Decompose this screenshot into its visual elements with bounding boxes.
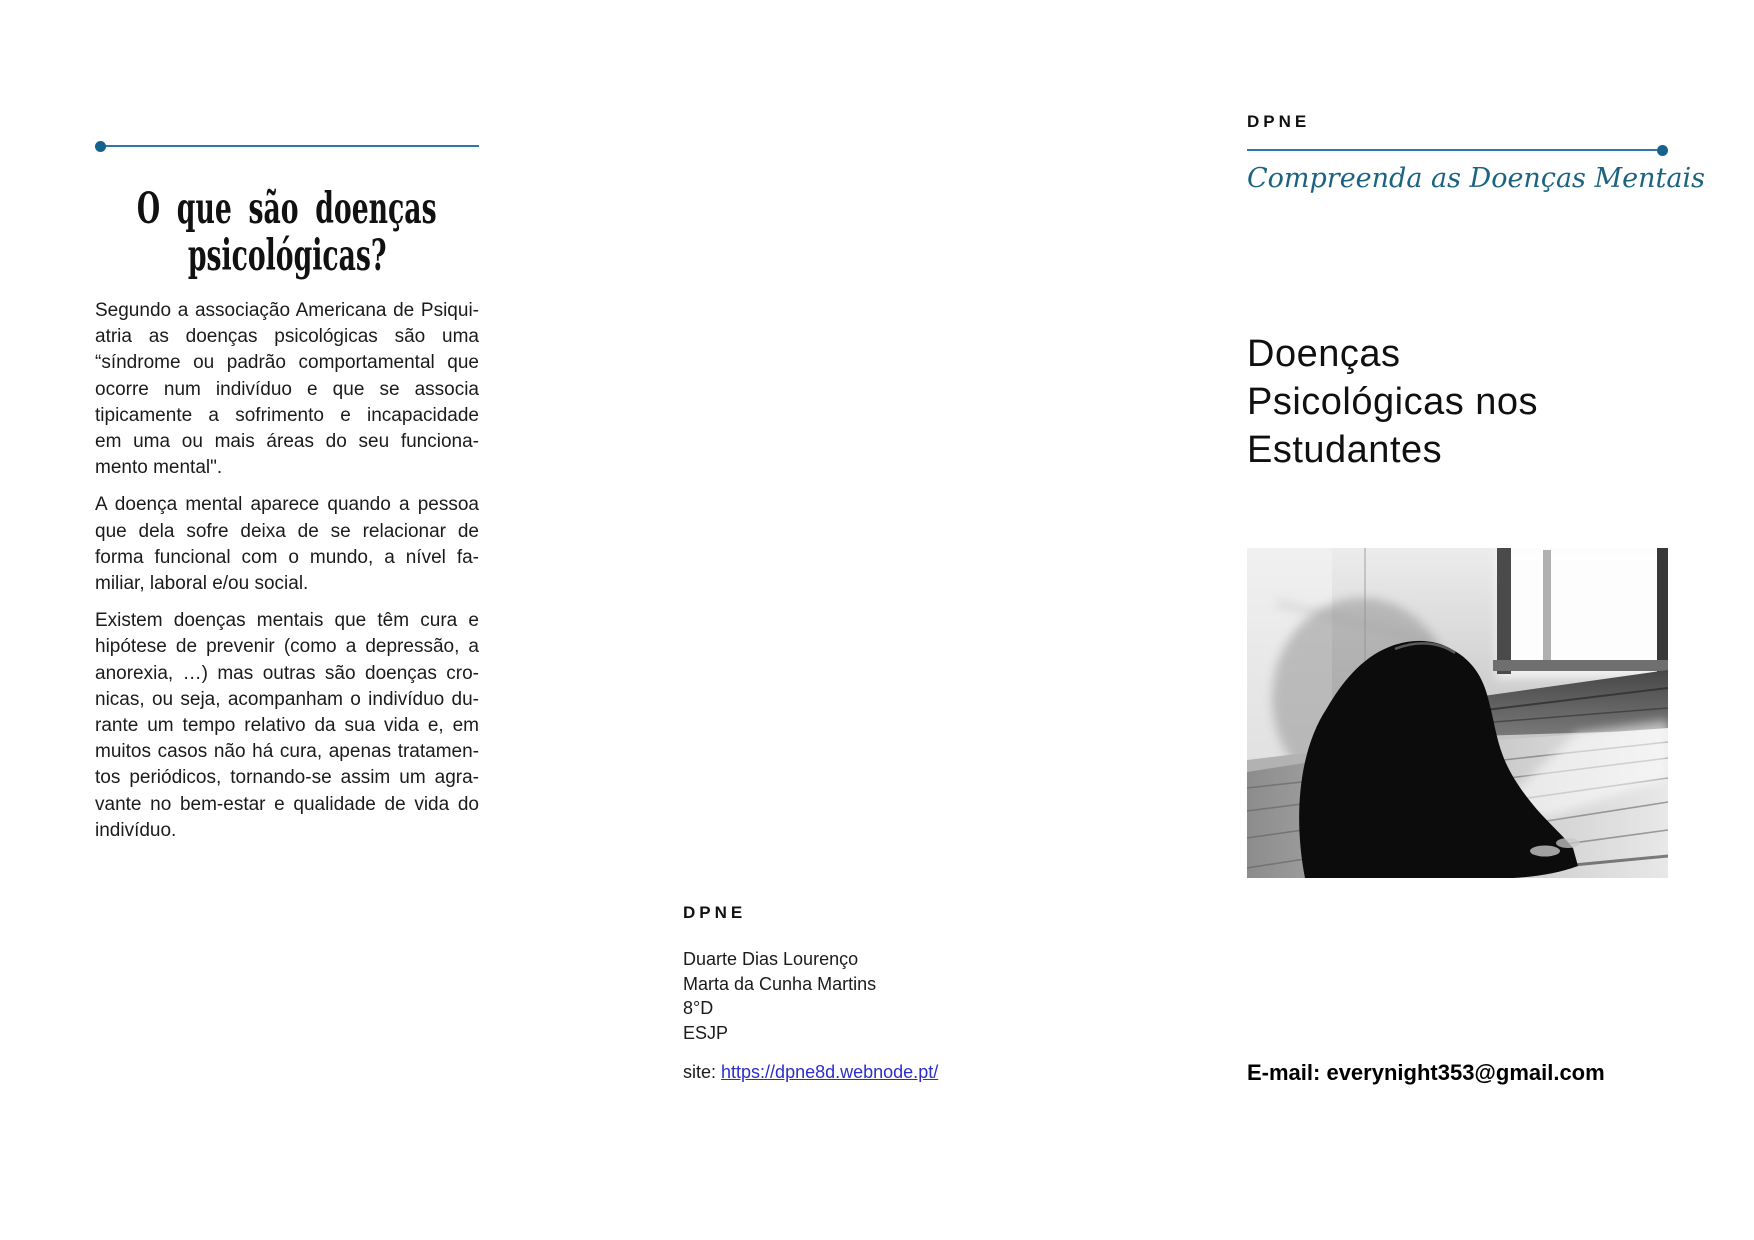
cover-title-line: Estudantes bbox=[1247, 429, 1443, 471]
cover-title bbox=[1247, 330, 1538, 474]
paragraph-line: Existem doenças mentais que têm cura e bbox=[95, 610, 479, 632]
cover-panel bbox=[1247, 112, 1705, 1085]
sad-child-photo bbox=[1247, 548, 1668, 878]
credit-line: ESJP bbox=[683, 1022, 729, 1043]
cover-title-line: Doenças bbox=[1247, 333, 1401, 375]
paragraph-line: hipótese de prevenir (como a depressão, a bbox=[95, 636, 479, 658]
credits-panel bbox=[683, 903, 1063, 1083]
left-title-line: psicológicas? bbox=[187, 231, 387, 281]
site-link[interactable]: https://dpne8d.webnode.pt/ bbox=[721, 1062, 939, 1083]
paragraph-line: ocorre num indivíduo e que se associa bbox=[95, 378, 479, 400]
paragraph-line: rante um tempo relativo da sua vida e, em bbox=[95, 715, 479, 737]
left-title-line: O que são doenças bbox=[137, 184, 437, 234]
left-body-text bbox=[95, 298, 479, 855]
paragraph-line: indivíduo. bbox=[95, 819, 177, 841]
site-label: site: bbox=[683, 1062, 717, 1083]
credits-list bbox=[683, 947, 1063, 1045]
left-panel bbox=[95, 140, 479, 841]
site-line bbox=[683, 1062, 1063, 1083]
paragraph-line: muitos casos não há cura, apenas tratamen- bbox=[95, 741, 479, 763]
accent-dot-icon bbox=[95, 141, 106, 152]
paragraph-line: que dela sofre deixa de se relacionar de bbox=[95, 520, 479, 542]
paragraph-line: atria as doenças psicológicas são uma bbox=[95, 326, 479, 348]
paragraph bbox=[95, 492, 479, 597]
paragraph-line: tipicamente a sofrimento e incapacidade bbox=[95, 404, 479, 426]
paragraph-line: anorexia, …) mas outras são doenças cro- bbox=[95, 662, 479, 684]
paragraph-line: miliar, laboral e/ou social. bbox=[95, 573, 309, 595]
paragraph bbox=[95, 608, 479, 844]
paragraph-line: mento mental". bbox=[95, 457, 223, 479]
paragraph-line: “síndrome ou padrão comportamental que bbox=[95, 352, 479, 374]
accent-line bbox=[1247, 149, 1657, 151]
paragraph-line: nicas, ou seja, acompanham o indivíduo du- bbox=[95, 688, 479, 710]
paragraph-line: Segundo a associação Americana de Psiqui- bbox=[95, 300, 479, 321]
cover-title-line: Psicológicas nos bbox=[1247, 381, 1539, 423]
accent-line bbox=[106, 145, 479, 147]
credit-line: 8°D bbox=[683, 998, 714, 1019]
cover-accent-rule bbox=[1247, 144, 1668, 156]
credit-line: Duarte Dias Lourenço bbox=[683, 949, 859, 969]
paragraph-line: em uma ou mais áreas do seu funciona- bbox=[95, 431, 479, 453]
credit-line: Marta da Cunha Martins bbox=[683, 973, 877, 994]
left-section-title bbox=[95, 186, 479, 280]
paragraph-line: A doença mental aparece quando a pessoa bbox=[95, 494, 479, 516]
left-accent-rule bbox=[95, 140, 479, 152]
email-contact: E-mail: everynight353@gmail.com bbox=[1247, 1060, 1605, 1085]
org-label-dpne: DPNE bbox=[683, 903, 747, 922]
paragraph-line: tos periódicos, tornando-se assim um agra- bbox=[95, 767, 479, 789]
accent-dot-icon bbox=[1657, 145, 1668, 156]
org-label-dpne: DPNE bbox=[1247, 112, 1311, 131]
cover-tagline: Compreenda as Doenças Mentais bbox=[1247, 163, 1705, 194]
paragraph bbox=[95, 298, 479, 481]
paragraph-line: vante no bem-estar e qualidade de vida do bbox=[95, 793, 479, 815]
paragraph-line: forma funcional com o mundo, a nível fa- bbox=[95, 546, 479, 568]
